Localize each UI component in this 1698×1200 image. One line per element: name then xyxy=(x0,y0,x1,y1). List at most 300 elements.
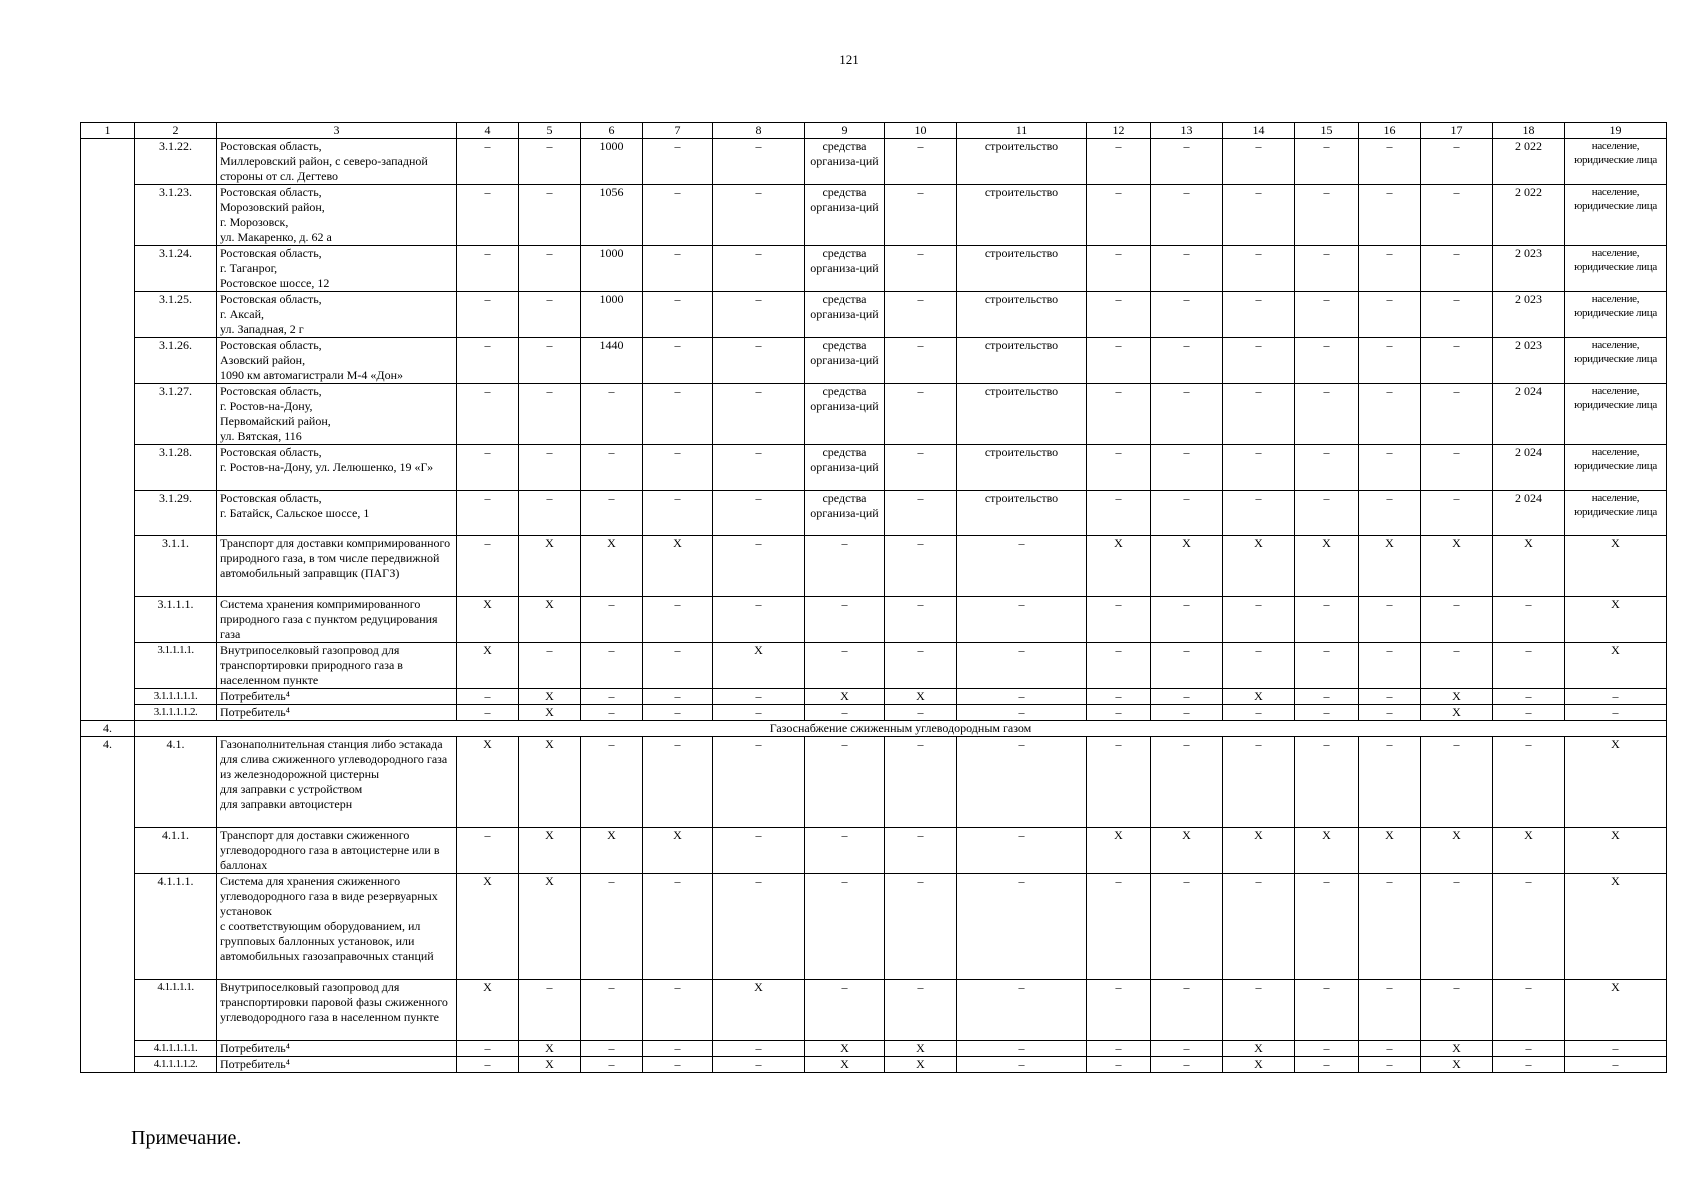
cell-col-8: – xyxy=(713,139,805,185)
cell-col-15: – xyxy=(1295,737,1359,828)
cell-col-9: средства организа-ций xyxy=(805,491,885,536)
table-row xyxy=(81,491,1667,536)
cell-col-18: 2 024 xyxy=(1493,491,1565,536)
cell-col-4: – xyxy=(457,689,519,705)
group-number-cell xyxy=(81,139,135,721)
cell-col-14: – xyxy=(1223,292,1295,338)
item-number: 3.1.26. xyxy=(135,338,217,384)
cell-col-14: X xyxy=(1223,536,1295,597)
cell-col-7: X xyxy=(643,536,713,597)
cell-col-11: – xyxy=(957,597,1087,643)
cell-col-16: – xyxy=(1359,384,1421,445)
group-number-cell: 4. xyxy=(81,737,135,1073)
cell-col-11: – xyxy=(957,828,1087,874)
cell-col-18: – xyxy=(1493,980,1565,1041)
cell-col-9: – xyxy=(805,643,885,689)
cell-col-10: X xyxy=(885,1057,957,1073)
cell-col-10: – xyxy=(885,828,957,874)
cell-col-13: – xyxy=(1151,384,1223,445)
cell-col-10: – xyxy=(885,246,957,292)
cell-col-11: – xyxy=(957,643,1087,689)
cell-col-15: – xyxy=(1295,874,1359,980)
cell-col-11: строительство xyxy=(957,384,1087,445)
cell-col-10: X xyxy=(885,689,957,705)
cell-col-8: – xyxy=(713,491,805,536)
cell-col-12: – xyxy=(1087,491,1151,536)
cell-col-13: – xyxy=(1151,874,1223,980)
column-number-3: 3 xyxy=(217,123,457,139)
cell-col-12: – xyxy=(1087,445,1151,491)
cell-col-15: – xyxy=(1295,185,1359,246)
table-body-part3 xyxy=(81,139,1667,721)
cell-col-15: – xyxy=(1295,1057,1359,1073)
cell-col-5: – xyxy=(519,185,581,246)
cell-col-8: X xyxy=(713,643,805,689)
cell-col-8: – xyxy=(713,1041,805,1057)
cell-col-7: – xyxy=(643,445,713,491)
item-number: 3.1.1.1.1. xyxy=(135,643,217,689)
cell-col-10: – xyxy=(885,597,957,643)
cell-col-17: X xyxy=(1421,1057,1493,1073)
column-number-14: 14 xyxy=(1223,123,1295,139)
cell-col-12: – xyxy=(1087,689,1151,705)
item-number: 3.1.28. xyxy=(135,445,217,491)
item-number: 4.1.1.1.1.2. xyxy=(135,1057,217,1073)
cell-col-12: – xyxy=(1087,292,1151,338)
cell-col-17: – xyxy=(1421,384,1493,445)
cell-col-10: – xyxy=(885,445,957,491)
cell-col-10: – xyxy=(885,338,957,384)
cell-col-5: X xyxy=(519,737,581,828)
cell-col-11: – xyxy=(957,536,1087,597)
cell-col-6: X xyxy=(581,536,643,597)
cell-col-16: – xyxy=(1359,445,1421,491)
item-description: Транспорт для доставки сжиженного углеводородного газа в автоцистерне или в баллонах xyxy=(217,828,457,874)
cell-col-8: – xyxy=(713,338,805,384)
cell-col-7: – xyxy=(643,1041,713,1057)
cell-col-17: – xyxy=(1421,338,1493,384)
cell-col-19: население, юридические лица xyxy=(1565,384,1667,445)
table-row xyxy=(81,828,1667,874)
cell-col-5: X xyxy=(519,828,581,874)
cell-col-10: – xyxy=(885,491,957,536)
cell-col-13: – xyxy=(1151,338,1223,384)
cell-col-6: – xyxy=(581,737,643,828)
table-row xyxy=(81,384,1667,445)
cell-col-15: – xyxy=(1295,246,1359,292)
cell-col-7: – xyxy=(643,1057,713,1073)
item-number: 3.1.1.1. xyxy=(135,597,217,643)
item-description: Потребитель⁴ xyxy=(217,689,457,705)
item-number: 4.1.1. xyxy=(135,828,217,874)
cell-col-9: средства организа-ций xyxy=(805,185,885,246)
cell-col-14: – xyxy=(1223,597,1295,643)
cell-col-13: – xyxy=(1151,705,1223,721)
cell-col-4: – xyxy=(457,828,519,874)
cell-col-14: – xyxy=(1223,445,1295,491)
cell-col-19: – xyxy=(1565,689,1667,705)
cell-col-5: X xyxy=(519,705,581,721)
cell-col-12: X xyxy=(1087,828,1151,874)
cell-col-7: – xyxy=(643,139,713,185)
section-title: Газоснабжение сжиженным углеводородным газом xyxy=(135,721,1667,737)
cell-col-19: X xyxy=(1565,643,1667,689)
cell-col-14: – xyxy=(1223,384,1295,445)
cell-col-9: – xyxy=(805,597,885,643)
item-description: Потребитель⁴ xyxy=(217,1041,457,1057)
cell-col-12: – xyxy=(1087,643,1151,689)
cell-col-14: – xyxy=(1223,737,1295,828)
cell-col-5: – xyxy=(519,643,581,689)
column-number-13: 13 xyxy=(1151,123,1223,139)
table-row xyxy=(81,689,1667,705)
cell-col-19: население, юридические лица xyxy=(1565,445,1667,491)
cell-col-11: – xyxy=(957,874,1087,980)
cell-col-7: – xyxy=(643,338,713,384)
cell-col-17: – xyxy=(1421,737,1493,828)
cell-col-15: – xyxy=(1295,139,1359,185)
cell-col-7: – xyxy=(643,597,713,643)
column-number-18: 18 xyxy=(1493,123,1565,139)
cell-col-14: – xyxy=(1223,139,1295,185)
cell-col-14: X xyxy=(1223,828,1295,874)
cell-col-6: X xyxy=(581,828,643,874)
cell-col-18: – xyxy=(1493,1041,1565,1057)
cell-col-19: X xyxy=(1565,597,1667,643)
table-row xyxy=(81,597,1667,643)
cell-col-18: X xyxy=(1493,828,1565,874)
cell-col-18: 2 024 xyxy=(1493,445,1565,491)
cell-col-6: – xyxy=(581,384,643,445)
cell-col-6: – xyxy=(581,643,643,689)
column-number-15: 15 xyxy=(1295,123,1359,139)
cell-col-5: – xyxy=(519,384,581,445)
cell-col-12: X xyxy=(1087,536,1151,597)
cell-col-11: строительство xyxy=(957,491,1087,536)
cell-col-18: – xyxy=(1493,1057,1565,1073)
table-row xyxy=(81,536,1667,597)
cell-col-8: – xyxy=(713,737,805,828)
item-description: Потребитель⁴ xyxy=(217,705,457,721)
cell-col-15: – xyxy=(1295,292,1359,338)
cell-col-15: – xyxy=(1295,384,1359,445)
cell-col-8: – xyxy=(713,536,805,597)
cell-col-5: – xyxy=(519,292,581,338)
cell-col-13: – xyxy=(1151,292,1223,338)
cell-col-7: – xyxy=(643,737,713,828)
cell-col-12: – xyxy=(1087,737,1151,828)
table-body-part4 xyxy=(81,721,1667,1073)
cell-col-16: X xyxy=(1359,536,1421,597)
table-row xyxy=(81,139,1667,185)
cell-col-14: – xyxy=(1223,185,1295,246)
cell-col-19: – xyxy=(1565,1041,1667,1057)
cell-col-17: X xyxy=(1421,1041,1493,1057)
cell-col-13: – xyxy=(1151,980,1223,1041)
cell-col-16: – xyxy=(1359,737,1421,828)
cell-col-17: – xyxy=(1421,491,1493,536)
cell-col-9: средства организа-ций xyxy=(805,338,885,384)
item-description: Система хранения компримированного природного газа с пунктом редуцирования газа xyxy=(217,597,457,643)
item-number: 4.1.1.1.1. xyxy=(135,980,217,1041)
cell-col-11: строительство xyxy=(957,445,1087,491)
cell-col-19: население, юридические лица xyxy=(1565,246,1667,292)
cell-col-5: – xyxy=(519,445,581,491)
footnote-label: Примечание. xyxy=(131,1127,242,1149)
cell-col-13: – xyxy=(1151,139,1223,185)
column-number-row xyxy=(81,123,1667,139)
cell-col-11: – xyxy=(957,737,1087,828)
section-header-row xyxy=(81,721,1667,737)
cell-col-4: X xyxy=(457,737,519,828)
cell-col-14: – xyxy=(1223,338,1295,384)
item-description: Ростовская область, г. Ростов-на-Дону, Первомайский район, ул. Вятская, 116 xyxy=(217,384,457,445)
item-number: 3.1.24. xyxy=(135,246,217,292)
cell-col-19: X xyxy=(1565,828,1667,874)
cell-col-19: X xyxy=(1565,874,1667,980)
cell-col-4: – xyxy=(457,1041,519,1057)
cell-col-16: – xyxy=(1359,980,1421,1041)
cell-col-6: – xyxy=(581,597,643,643)
cell-col-10: – xyxy=(885,874,957,980)
cell-col-18: – xyxy=(1493,874,1565,980)
cell-col-18: 2 022 xyxy=(1493,139,1565,185)
item-description: Ростовская область, г. Таганрог, Ростовское шоссе, 12 xyxy=(217,246,457,292)
cell-col-5: X xyxy=(519,689,581,705)
cell-col-7: – xyxy=(643,246,713,292)
cell-col-16: X xyxy=(1359,828,1421,874)
page-number: 121 xyxy=(839,52,859,67)
cell-col-14: – xyxy=(1223,874,1295,980)
cell-col-19: население, юридические лица xyxy=(1565,338,1667,384)
cell-col-8: – xyxy=(713,828,805,874)
cell-col-14: X xyxy=(1223,1057,1295,1073)
table-row xyxy=(81,1041,1667,1057)
cell-col-6: 1000 xyxy=(581,139,643,185)
cell-col-5: X xyxy=(519,536,581,597)
table-row xyxy=(81,292,1667,338)
cell-col-17: – xyxy=(1421,874,1493,980)
item-number: 3.1.1.1.1.1. xyxy=(135,689,217,705)
column-number-16: 16 xyxy=(1359,123,1421,139)
cell-col-10: – xyxy=(885,980,957,1041)
cell-col-9: средства организа-ций xyxy=(805,292,885,338)
cell-col-6: – xyxy=(581,980,643,1041)
cell-col-15: – xyxy=(1295,445,1359,491)
item-number: 4.1.1.1.1.1. xyxy=(135,1041,217,1057)
cell-col-7: X xyxy=(643,828,713,874)
cell-col-6: – xyxy=(581,1057,643,1073)
column-number-12: 12 xyxy=(1087,123,1151,139)
cell-col-16: – xyxy=(1359,689,1421,705)
cell-col-5: – xyxy=(519,980,581,1041)
cell-col-17: X xyxy=(1421,689,1493,705)
cell-col-12: – xyxy=(1087,1057,1151,1073)
cell-col-11: строительство xyxy=(957,185,1087,246)
cell-col-10: – xyxy=(885,185,957,246)
column-number-4: 4 xyxy=(457,123,519,139)
table-row xyxy=(81,445,1667,491)
cell-col-10: X xyxy=(885,1041,957,1057)
cell-col-19: – xyxy=(1565,1057,1667,1073)
cell-col-9: средства организа-ций xyxy=(805,445,885,491)
cell-col-9: средства организа-ций xyxy=(805,139,885,185)
cell-col-5: – xyxy=(519,246,581,292)
cell-col-6: 1056 xyxy=(581,185,643,246)
cell-col-12: – xyxy=(1087,705,1151,721)
cell-col-13: – xyxy=(1151,1041,1223,1057)
cell-col-9: X xyxy=(805,1057,885,1073)
cell-col-8: – xyxy=(713,445,805,491)
cell-col-4: – xyxy=(457,292,519,338)
cell-col-4: – xyxy=(457,445,519,491)
cell-col-4: X xyxy=(457,597,519,643)
cell-col-6: 1000 xyxy=(581,246,643,292)
cell-col-4: – xyxy=(457,705,519,721)
cell-col-15: – xyxy=(1295,643,1359,689)
cell-col-4: X xyxy=(457,643,519,689)
cell-col-4: – xyxy=(457,338,519,384)
cell-col-15: X xyxy=(1295,828,1359,874)
cell-col-12: – xyxy=(1087,338,1151,384)
cell-col-10: – xyxy=(885,139,957,185)
cell-col-9: – xyxy=(805,874,885,980)
cell-col-16: – xyxy=(1359,292,1421,338)
section-number: 4. xyxy=(81,721,135,737)
item-description: Ростовская область, Морозовский район, г. Морозовск, ул. Макаренко, д. 62 а xyxy=(217,185,457,246)
item-description: Система для хранения сжиженного углеводородного газа в виде резервуарных установок с соответствующим оборудованием, ил групповых баллонных установок, или автомобильных газозаправочных станций xyxy=(217,874,457,980)
item-description: Транспорт для доставки компримированного природного газа, в том числе передвижной автомобильный заправщик (ПАГЗ) xyxy=(217,536,457,597)
cell-col-12: – xyxy=(1087,980,1151,1041)
cell-col-11: строительство xyxy=(957,338,1087,384)
table-row xyxy=(81,874,1667,980)
cell-col-8: – xyxy=(713,246,805,292)
column-number-7: 7 xyxy=(643,123,713,139)
cell-col-5: X xyxy=(519,874,581,980)
item-description: Ростовская область, Миллеровский район, с северо-западной стороны от сл. Дегтево xyxy=(217,139,457,185)
cell-col-16: – xyxy=(1359,1057,1421,1073)
cell-col-15: – xyxy=(1295,705,1359,721)
item-description: Ростовская область, г. Батайск, Сальское шоссе, 1 xyxy=(217,491,457,536)
cell-col-15: – xyxy=(1295,1041,1359,1057)
cell-col-8: – xyxy=(713,874,805,980)
item-number: 3.1.29. xyxy=(135,491,217,536)
cell-col-9: X xyxy=(805,1041,885,1057)
cell-col-16: – xyxy=(1359,705,1421,721)
cell-col-5: X xyxy=(519,597,581,643)
cell-col-9: – xyxy=(805,980,885,1041)
cell-col-13: X xyxy=(1151,828,1223,874)
cell-col-11: строительство xyxy=(957,246,1087,292)
cell-col-11: – xyxy=(957,689,1087,705)
table-row xyxy=(81,338,1667,384)
cell-col-12: – xyxy=(1087,1041,1151,1057)
cell-col-17: – xyxy=(1421,643,1493,689)
column-number-11: 11 xyxy=(957,123,1087,139)
cell-col-17: – xyxy=(1421,292,1493,338)
cell-col-13: – xyxy=(1151,737,1223,828)
cell-col-8: – xyxy=(713,384,805,445)
table-row xyxy=(81,737,1667,828)
cell-col-10: – xyxy=(885,536,957,597)
cell-col-11: – xyxy=(957,1041,1087,1057)
cell-col-15: X xyxy=(1295,536,1359,597)
cell-col-7: – xyxy=(643,874,713,980)
cell-col-19: население, юридические лица xyxy=(1565,491,1667,536)
cell-col-4: – xyxy=(457,536,519,597)
cell-col-15: – xyxy=(1295,338,1359,384)
column-number-10: 10 xyxy=(885,123,957,139)
cell-col-17: – xyxy=(1421,185,1493,246)
cell-col-7: – xyxy=(643,705,713,721)
column-number-2: 2 xyxy=(135,123,217,139)
cell-col-13: – xyxy=(1151,1057,1223,1073)
cell-col-16: – xyxy=(1359,246,1421,292)
cell-col-15: – xyxy=(1295,491,1359,536)
cell-col-4: – xyxy=(457,246,519,292)
cell-col-16: – xyxy=(1359,185,1421,246)
cell-col-12: – xyxy=(1087,874,1151,980)
cell-col-18: – xyxy=(1493,597,1565,643)
cell-col-6: – xyxy=(581,874,643,980)
cell-col-17: – xyxy=(1421,139,1493,185)
cell-col-7: – xyxy=(643,643,713,689)
cell-col-5: – xyxy=(519,139,581,185)
cell-col-8: – xyxy=(713,689,805,705)
cell-col-18: 2 024 xyxy=(1493,384,1565,445)
cell-col-9: – xyxy=(805,737,885,828)
cell-col-4: – xyxy=(457,139,519,185)
item-description: Внутрипоселковый газопровод для транспортировки природного газа в населенном пункте xyxy=(217,643,457,689)
cell-col-7: – xyxy=(643,292,713,338)
cell-col-8: – xyxy=(713,597,805,643)
table-row xyxy=(81,246,1667,292)
item-number: 3.1.1.1.1.2. xyxy=(135,705,217,721)
cell-col-8: X xyxy=(713,980,805,1041)
cell-col-14: – xyxy=(1223,705,1295,721)
cell-col-4: – xyxy=(457,384,519,445)
cell-col-6: – xyxy=(581,445,643,491)
cell-col-6: 1000 xyxy=(581,292,643,338)
cell-col-19: X xyxy=(1565,536,1667,597)
cell-col-13: – xyxy=(1151,643,1223,689)
cell-col-18: 2 023 xyxy=(1493,338,1565,384)
cell-col-4: X xyxy=(457,980,519,1041)
cell-col-19: X xyxy=(1565,737,1667,828)
cell-col-9: – xyxy=(805,828,885,874)
cell-col-15: – xyxy=(1295,980,1359,1041)
cell-col-11: – xyxy=(957,980,1087,1041)
cell-col-9: – xyxy=(805,705,885,721)
cell-col-9: средства организа-ций xyxy=(805,246,885,292)
cell-col-19: население, юридические лица xyxy=(1565,139,1667,185)
cell-col-16: – xyxy=(1359,874,1421,980)
cell-col-16: – xyxy=(1359,1041,1421,1057)
cell-col-10: – xyxy=(885,737,957,828)
cell-col-8: – xyxy=(713,705,805,721)
cell-col-18: X xyxy=(1493,536,1565,597)
item-number: 3.1.23. xyxy=(135,185,217,246)
cell-col-13: – xyxy=(1151,689,1223,705)
cell-col-14: – xyxy=(1223,491,1295,536)
cell-col-5: – xyxy=(519,491,581,536)
cell-col-18: – xyxy=(1493,643,1565,689)
item-number: 3.1.25. xyxy=(135,292,217,338)
item-number: 4.1. xyxy=(135,737,217,828)
cell-col-10: – xyxy=(885,292,957,338)
cell-col-9: X xyxy=(805,689,885,705)
cell-col-7: – xyxy=(643,980,713,1041)
